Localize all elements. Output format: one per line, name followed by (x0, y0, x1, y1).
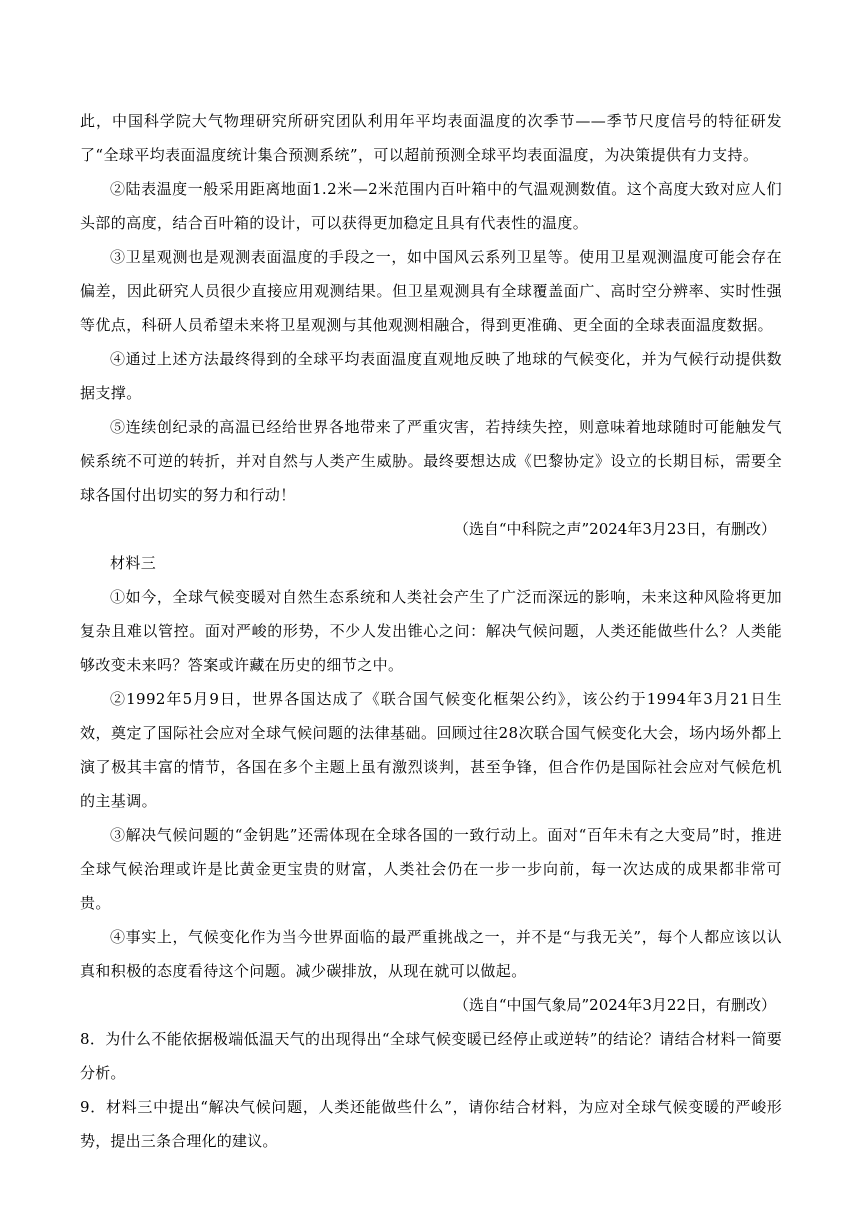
material2-paragraph-2: ②陆表温度一般采用距离地面1.2米—2米范围内百叶箱中的气温观测数值。这个高度大致对应人们头部的高度，结合百叶箱的设计，可以获得更加稳定且具有代表性的温度。 (80, 180, 782, 232)
material3-paragraph-4: ④事实上，气候变化作为当今世界面临的最严重挑战之一，并不是“与我无关”，每个人都应该以认真和积极的态度看待这个问题。减少碳排放，从现在就可以做起。 (80, 928, 782, 980)
material2-paragraph-3: ③卫星观测也是观测表面温度的手段之一，如中国风云系列卫星等。使用卫星观测温度可能会存在偏差，因此研究人员很少直接应用观测结果。但卫星观测具有全球覆盖面广、高时空分辨率、实时性强等优点，科研人员希望未来将卫星观测与其他观测相融合，得到更准确、更全面的全球表面温度数据。 (80, 248, 782, 334)
material3-paragraph-2: ②1992年5月9日，世界各国达成了《联合国气候变化框架公约》，该公约于1994年3月21日生效，奠定了国际社会应对全球气候问题的法律基础。回顾过往28次联合国气候变化大会，场内场外都上演了极其丰富的情节，各国在多个主题上虽有激烈谈判，甚至争锋，但合作仍是国际社会应对气候危机的主基调。 (80, 690, 782, 810)
document-body (80, 104, 782, 1158)
material3-paragraph-3: ③解决气候问题的“金钥匙”还需体现在全球各国的一致行动上。面对“百年未有之大变局”时，推进全球气候治理或许是比黄金更宝贵的财富，人类社会仍在一步一步向前，每一次达成的成果都非常可贵。 (80, 826, 782, 912)
material3-source: （选自“中国气象局”2024年3月22日，有删改） (453, 996, 776, 1014)
material2-paragraph-5: ⑤连续创纪录的高温已经给世界各地带来了严重灾害，若持续失控，则意味着地球随时可能触发气候系统不可逆的转折，并对自然与人类产生威胁。最终要想达成《巴黎协定》设立的长期目标，需要全球各国付出切实的努力和行动！ (80, 418, 782, 504)
material3-paragraph-1: ①如今，全球气候变暖对自然生态系统和人类社会产生了广泛而深远的影响，未来这种风险将更加复杂且难以管控。面对严峻的形势，不少人发出锥心之问：解决气候问题，人类还能做些什么？人类能够改变未来吗？答案或许藏在历史的细节之中。 (80, 588, 782, 674)
question-9: 9．材料三中提出“解决气候问题，人类还能做些什么”，请你结合材料，为应对全球气候变暖的严峻形势，提出三条合理化的建议。 (80, 1098, 782, 1150)
material2-source: （选自“中科院之声”2024年3月23日，有删改） (453, 520, 776, 538)
material2-paragraph-4: ④通过上述方法最终得到的全球平均表面温度直观地反映了地球的气候变化，并为气候行动提供数据支撑。 (80, 350, 782, 402)
material2-continuation-paragraph: 此，中国科学院大气物理研究所研究团队利用年平均表面温度的次季节——季节尺度信号的特征研发了“全球平均表面温度统计集合预测系统”，可以超前预测全球平均表面温度，为决策提供有力支持。 (80, 112, 782, 164)
material3-heading: 材料三 (110, 554, 157, 572)
question-8: 8．为什么不能依据极端低温天气的出现得出“全球气候变暖已经停止或逆转”的结论？请结合材料一简要分析。 (80, 1030, 782, 1082)
